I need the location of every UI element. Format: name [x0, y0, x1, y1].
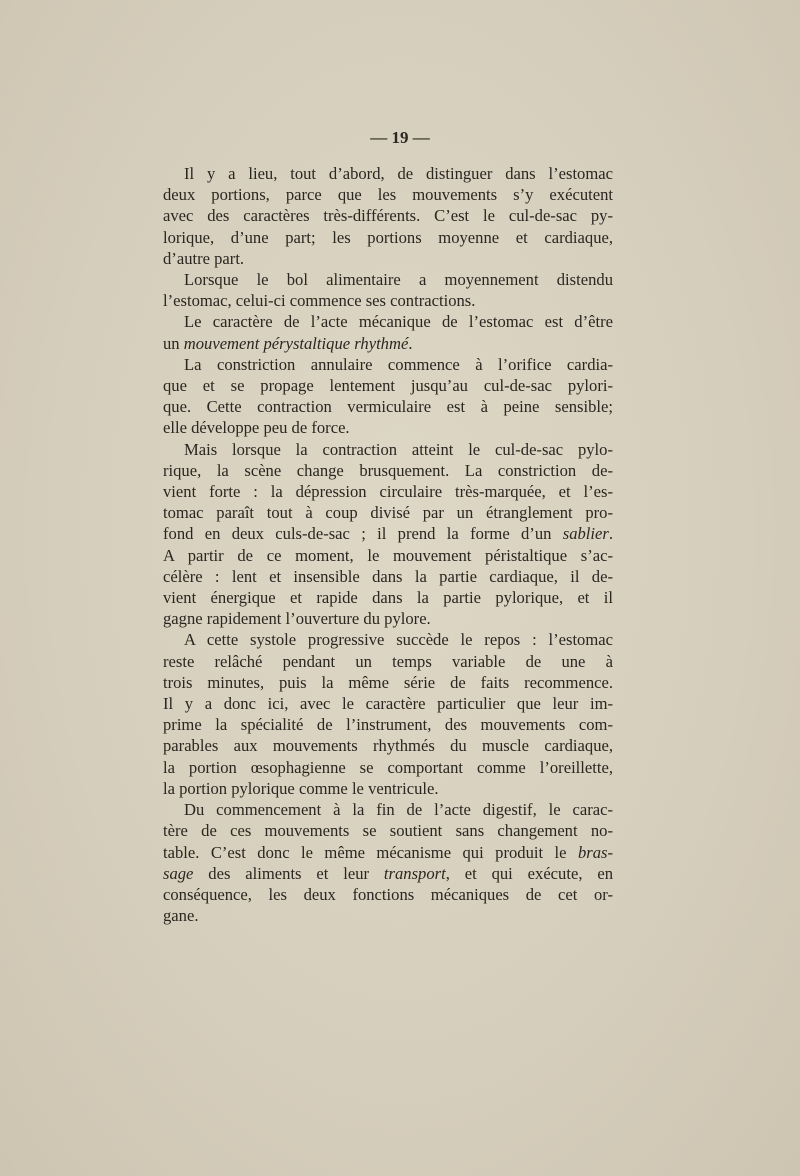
text-line [163, 842, 613, 863]
body-text [163, 163, 613, 926]
text-line: gane. [163, 906, 199, 926]
paragraph-2 [163, 269, 613, 311]
text-line: avec des caractères très-différents. C’est le cul-de-sac py- [163, 206, 613, 226]
text-line: gagne rapidement l’ouverture du pylore. [163, 609, 431, 629]
text-line: que et se propage lentement jusqu’au cul-de-sac pylori- [163, 376, 613, 396]
text-line: vient énergique et rapide dans la partie pylorique, et il [163, 588, 613, 608]
text-line: vient forte : la dépression circulaire très-marquée, et l’es- [163, 482, 613, 502]
text-line: parables aux mouvements rhythmés du muscle cardiaque, [163, 736, 613, 756]
text-line: reste relâché pendant un temps variable de une à [163, 651, 613, 671]
text-line: A cette systole progressive succède le repos : l’estomac [184, 630, 613, 650]
text-line: prime la spécialité de l’instrument, des mouvements com- [163, 715, 613, 735]
paragraph-3 [163, 311, 613, 353]
text-line: La constriction annulaire commence à l’orifice cardia- [184, 354, 613, 374]
text-line: Lorsque le bol alimentaire a moyennement distendu [184, 270, 613, 290]
italic-term: bras- [577, 842, 613, 862]
text-line: Il y a lieu, tout d’abord, de distinguer dans l’estomac [184, 164, 613, 183]
text-line: elle développe peu de force. [163, 418, 350, 438]
italic-term: mouvement pérystaltique rhythmé [183, 333, 409, 353]
paragraph-1 [163, 163, 613, 269]
text-line: tère de ces mouvements se soutient sans changement no- [163, 821, 613, 841]
italic-term: transport [383, 863, 446, 883]
text-line: l’estomac, celui-ci commence ses contractions. [163, 291, 476, 311]
text-run: , et qui exécute, en [445, 863, 614, 883]
text-run: un [163, 333, 184, 353]
text-line: d’autre part. [163, 248, 245, 268]
italic-term: sage [163, 863, 194, 883]
text-run: table. C’est donc le même mécanisme qui produit le [163, 842, 578, 862]
text-line: rique, la scène change brusquement. La constriction de- [163, 460, 613, 480]
text-line: A partir de ce moment, le mouvement péristaltique s’ac- [163, 545, 613, 565]
text-line: la portion pylorique comme le ventricule. [163, 778, 439, 798]
text-run: fond en deux culs-de-sac ; il prend la forme d’un [163, 524, 563, 544]
text-run: . [608, 524, 613, 544]
text-line [163, 333, 613, 354]
text-run: . [408, 333, 413, 353]
text-line [163, 863, 613, 884]
text-line: deux portions, parce que les mouvements s’y exécutent [163, 185, 613, 205]
text-line: tomac paraît tout à coup divisé par un étranglement pro- [163, 503, 613, 523]
text-line: Il y a donc ici, avec le caractère particulier que leur im- [163, 694, 613, 714]
text-line: trois minutes, puis la même série de faits recommence. [163, 672, 613, 692]
paragraph-6 [163, 629, 613, 799]
text-line: célère : lent et insensible dans la partie cardiaque, il de- [163, 566, 613, 586]
text-run: des aliments et leur [193, 863, 384, 883]
paragraph-7 [163, 799, 613, 926]
text-line: conséquence, les deux fonctions mécaniques de cet or- [163, 884, 613, 904]
italic-term: sablier [562, 524, 609, 544]
text-line: lorique, d’une part; les portions moyenne et cardiaque, [163, 227, 613, 247]
text-line [163, 523, 613, 544]
text-line: la portion œsophagienne se comportant comme l’oreillette, [163, 757, 613, 777]
text-line: Le caractère de l’acte mécanique de l’estomac est d’être [184, 312, 613, 332]
paragraph-5 [163, 439, 613, 630]
text-line: que. Cette contraction vermiculaire est à peine sensible; [163, 397, 613, 417]
text-line: Du commencement à la fin de l’acte digestif, le carac- [184, 800, 613, 820]
text-line: Mais lorsque la contraction atteint le cul-de-sac pylo- [184, 439, 613, 459]
paragraph-4 [163, 354, 613, 439]
page-number: — 19 — [370, 128, 430, 147]
